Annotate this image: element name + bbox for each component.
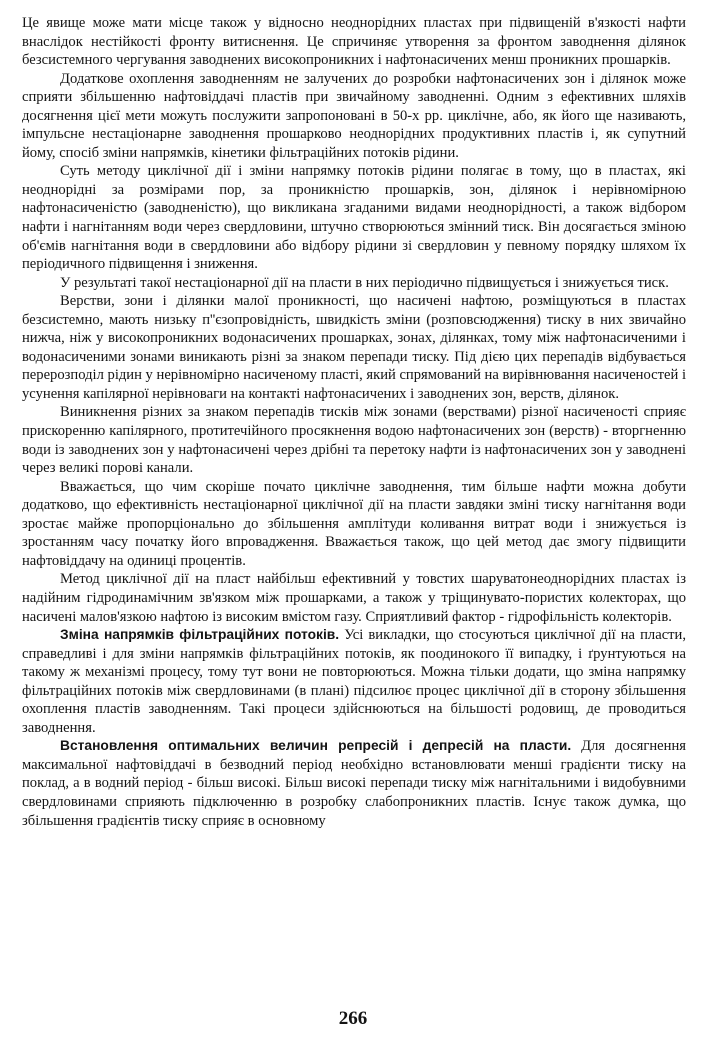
paragraph-text: Це явище може мати місце також у відносно неоднорідних пластах при підвищеній в'язкості нафти внаслідок нестійкості фронту витиснення. Це спричиняє утворення за фронтом заводнення ділянок безсистемного чергування заводнених високопроникних і нафтонасичених менш проникних прошарків. [22, 15, 686, 69]
paragraph-text: Усі викладки, що стосуються циклічної дії на пласти, справедливі і для зміни напрямків фільтраційних потоків, як поодинокого її випадку, і ґрунтуються на такому ж механізмі процесу, тому тут вони не повторюються. Можна тільки додати, що зміна напрямку фільтраційних потоків між свердловинами (в плані) підсилює процес циклічної дії в сторону збільшення охоплення пластів заводненням. Такі процеси здійснюються на більшості родовищ, де проводиться заводнення. [22, 627, 687, 736]
paragraph-text: Верстви, зони і ділянки малої проникності, що насичені нафтою, розміщуються в пластах безсистемно, мають низьку п''єзопровідність, швидкість зміни (розповсюдження) тиску в них звичайно нижча, ніж у високопроникних водонасичених прошарках, зонах, ділянках, тому між нафтонасиченими і водонасиченими зонами виникають різні за знаком перепади тиску. Під дією цих перепадів відбувається перерозподіл рідин у нерівномірно насиченому пласті, який спрямований на вирівнювання насиченостей і усунення капілярної нерівноваги на контакті нафтонасичених і заводнених зон, верств, ділянок. [22, 293, 686, 402]
paragraph-text: У результаті такої нестаціонарної дії на пласти в них періодично підвищується і знижується тиск. [60, 274, 669, 291]
body-text [22, 14, 686, 830]
paragraph-text: Вважається, що чим скоріше почато циклічне заводнення, тим більше нафти можна добути додатково, що ефективність нестаціонарної циклічної дії на пласти завдяки зміні тиску нагнітання води зростає майже пропорціонально до збільшення амплітуди коливання витрат води і знижується із зростанням часу початку його впровадження. Вважається також, що цей метод дає змогу підвищити нафтовіддачу на одиниці процентів. [22, 478, 686, 569]
paragraph-text: Суть методу циклічної дії і зміни напрямку потоків рідини полягає в тому, що в пластах, які неоднорідні за розмірами пор, за проникністю прошарків, зон, ділянок і нерівномірною нафтонасиченістю (заводненістю), що викликана згаданими видами неоднорідності, а також відбором нафти і нагнітанням води через свердловини, штучно створюються змінний тиск. Він досягається зміною об'ємів нагнітання води в свердловини або відбору рідини зі свердловин у певному порядку шляхом їх періодичного підвищення і зниження. [22, 163, 686, 273]
paragraph-4 [22, 274, 686, 293]
paragraph-1 [22, 14, 686, 70]
paragraph-7 [22, 478, 686, 571]
paragraph-5 [22, 292, 686, 403]
section-heading: Зміна напрямків фільтраційних потоків. [60, 627, 340, 643]
paragraph-2 [22, 70, 686, 163]
section-heading: Встановлення оптимальних величин репресій і депресій на пласти. [60, 738, 572, 754]
paragraph-9 [22, 626, 686, 737]
paragraph-8 [22, 570, 686, 626]
paragraph-text: Виникнення різних за знаком перепадів тисків між зонами (верствами) різної насиченості сприяє прискоренню капілярного, протитечійного просякнення водою нафтонасичених зон (верств) - вторгненню води із заводнених зон у нафтонасичені через дрібні та перетоку нафти із нафтонасичених зон у заводнені через великі порові канали. [22, 404, 686, 477]
page-number: 266 [338, 1008, 368, 1029]
paragraph-text: Для досягнення максимальної нафтовіддачі в безводний період необхідно встановлювати менші градієнти тиску на поклад, а в водний період - більш високі. Більш високі перепади тиску між нагнітальними і видобувними свердловинами сприяють підключенню в розробку слабопроникних пластів. Існує також думка, що збільшення градієнтів тиску сприяє в основному [22, 738, 686, 829]
paragraph-text: Метод циклічної дії на пласт найбільш ефективний у товстих шаруватонеоднорідних пластах із надійним гідродинамічним зв'язком між прошарками, а також у тріщинувато-пористих колекторах, що насичені малов'язкою нафтою із високим вмістом газу. Сприятливий фактор - гідрофільність колекторів. [22, 571, 686, 625]
paragraph-text: Додаткове охоплення заводненням не залучених до розробки нафтонасичених зон і ділянок може сприяти збільшенню нафтовіддачі пластів при звичайному заводненні. Одним з ефективних шляхів досягнення цієї мети можуть послужити запропоновані в 50-х рр. циклічне, або, як його ще називають, імпульсне нестаціонарне заводнення прошарково неоднорідних продуктивних пластів і, як супутний йому, спосіб зміни напрямків, кінетики фільтраційних потоків рідини. [22, 70, 686, 161]
paragraph-3 [22, 162, 686, 273]
paragraph-10 [22, 737, 686, 830]
paragraph-6 [22, 403, 686, 477]
